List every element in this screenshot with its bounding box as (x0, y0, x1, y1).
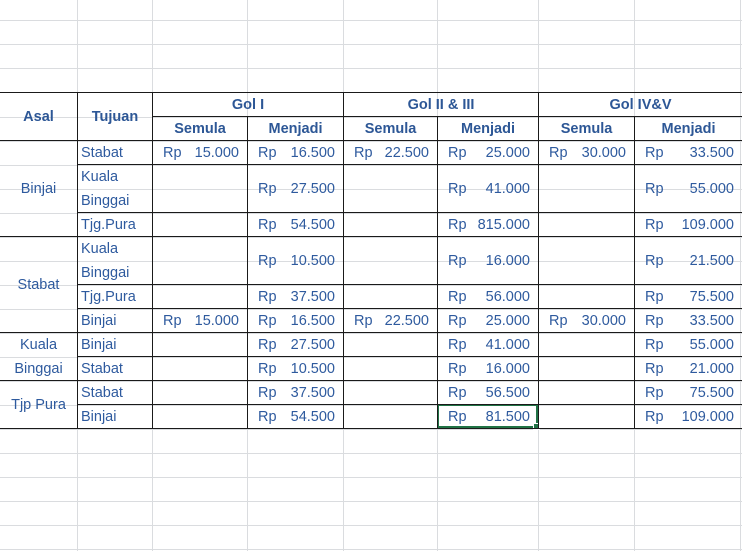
table-border (0, 140, 742, 141)
fare-cell-g2m[interactable] (438, 165, 538, 213)
currency-label: Rp (354, 313, 373, 329)
tujuan-cell[interactable]: Binjai (81, 409, 117, 425)
fare-amount: 10.500 (290, 361, 335, 377)
header-semula-1[interactable]: Semula (174, 121, 226, 137)
fare-cell-g1s[interactable] (153, 237, 247, 285)
currency-label: Rp (645, 145, 664, 161)
fare-cell-g3m[interactable] (635, 405, 742, 429)
fare-amount: 16.500 (290, 313, 335, 329)
fare-cell-g1s[interactable] (153, 333, 247, 357)
header-menjadi-2[interactable]: Menjadi (461, 121, 515, 137)
asal-binjai[interactable]: Binjai (20, 181, 57, 197)
fare-amount: 33.500 (689, 145, 734, 161)
fare-cell-g2m[interactable] (438, 309, 538, 333)
fare-cell-g3s[interactable] (539, 165, 634, 213)
fare-cell-g3m[interactable] (635, 165, 742, 213)
fare-amount: 37.500 (290, 289, 335, 305)
fare-cell-g1m[interactable] (248, 381, 343, 405)
tujuan-cell[interactable]: Binjai (81, 313, 117, 329)
currency-label: Rp (448, 409, 467, 425)
fare-amount: 54.500 (290, 217, 335, 233)
currency-label: Rp (448, 385, 467, 401)
header-tujuan[interactable]: Tujuan (91, 109, 139, 125)
table-border (0, 380, 742, 381)
fare-cell-g1s[interactable] (153, 141, 247, 165)
fare-cell-g2m[interactable] (438, 357, 538, 381)
currency-label: Rp (645, 337, 664, 353)
header-semula-3[interactable]: Semula (560, 121, 613, 137)
table-border (634, 116, 635, 429)
tujuan-cell[interactable]: Tjg.Pura (81, 217, 136, 233)
table-border (437, 116, 438, 429)
fare-cell-g2s[interactable] (344, 357, 437, 381)
fare-cell-g2s[interactable] (344, 333, 437, 357)
table-border (247, 116, 248, 429)
fare-cell-g1s[interactable] (153, 405, 247, 429)
tujuan-cell[interactable]: Stabat (81, 361, 123, 377)
currency-label: Rp (163, 313, 182, 329)
header-asal[interactable]: Asal (23, 109, 54, 125)
table-border (77, 284, 742, 285)
table-border (343, 92, 344, 429)
fare-amount: 10.500 (290, 253, 335, 269)
fare-amount: 21.000 (689, 361, 734, 377)
tujuan-cell[interactable]: Tjg.Pura (81, 289, 136, 305)
table-border (77, 92, 78, 429)
header-semula-2[interactable]: Semula (364, 121, 417, 137)
fare-cell-g2s[interactable] (344, 213, 437, 237)
table-border (538, 92, 539, 429)
fare-cell-g3m[interactable] (635, 357, 742, 381)
header-gol-1[interactable]: Gol I (231, 97, 265, 113)
currency-label: Rp (645, 385, 664, 401)
fare-cell-g3s[interactable] (539, 381, 634, 405)
table-border (77, 308, 742, 309)
header-menjadi-1[interactable]: Menjadi (268, 121, 323, 137)
fare-amount: 75.500 (689, 385, 734, 401)
header-gol-4-5[interactable]: Gol IV&V (609, 97, 672, 113)
fare-amount: 56.000 (485, 289, 530, 305)
asal-stabat[interactable]: Stabat (17, 277, 60, 293)
currency-label: Rp (645, 361, 664, 377)
fare-cell-g2m[interactable] (438, 141, 538, 165)
fare-amount: 30.000 (581, 145, 626, 161)
fare-cell-g1s[interactable] (153, 357, 247, 381)
fare-amount: 815.000 (477, 217, 530, 233)
table-border (0, 236, 742, 237)
table-border (0, 332, 742, 333)
fare-cell-g1m[interactable] (248, 405, 343, 429)
table-border (77, 212, 742, 213)
fare-cell-g1m[interactable] (248, 213, 343, 237)
currency-label: Rp (258, 385, 277, 401)
fare-cell-g3s[interactable] (539, 237, 634, 285)
fare-cell-g2s[interactable] (344, 165, 437, 213)
fare-amount: 21.500 (689, 253, 734, 269)
currency-label: Rp (448, 217, 467, 233)
fare-cell-g3s[interactable] (539, 285, 634, 309)
fare-cell-g2m[interactable] (438, 333, 538, 357)
fare-cell-g3m[interactable] (635, 333, 742, 357)
currency-label: Rp (549, 145, 568, 161)
currency-label: Rp (448, 337, 467, 353)
asal-kuala-binggai[interactable]: Kuala Binggai (14, 337, 63, 377)
fare-amount: 27.500 (290, 337, 335, 353)
fare-amount: 109.000 (681, 409, 734, 425)
fare-amount: 15.000 (194, 145, 239, 161)
fare-amount: 22.500 (384, 145, 429, 161)
fare-amount: 25.000 (485, 313, 530, 329)
fare-cell-g1s[interactable] (153, 165, 247, 213)
fare-amount: 56.500 (485, 385, 530, 401)
currency-label: Rp (549, 313, 568, 329)
currency-label: Rp (258, 289, 277, 305)
currency-label: Rp (163, 145, 182, 161)
fare-cell-g3s[interactable] (539, 309, 634, 333)
currency-label: Rp (258, 145, 277, 161)
currency-label: Rp (258, 361, 277, 377)
fare-cell-g2m[interactable] (438, 381, 538, 405)
tujuan-cell[interactable]: Stabat (81, 385, 123, 401)
fare-amount: 55.000 (689, 337, 734, 353)
currency-label: Rp (448, 313, 467, 329)
fare-cell-g3m[interactable] (635, 309, 742, 333)
currency-label: Rp (354, 145, 373, 161)
fare-amount: 41.000 (485, 337, 530, 353)
currency-label: Rp (645, 409, 664, 425)
table-border (0, 92, 742, 93)
tujuan-cell[interactable]: Kuala Binggai (81, 169, 130, 209)
currency-label: Rp (645, 253, 664, 269)
table-border (77, 164, 742, 165)
tujuan-cell[interactable]: Stabat (81, 145, 123, 161)
fare-cell-g3s[interactable] (539, 405, 634, 429)
fare-amount: 81.500 (485, 409, 530, 425)
currency-label: Rp (448, 361, 467, 377)
fare-cell-g3s[interactable] (539, 357, 634, 381)
table-border (152, 92, 153, 429)
table-border (77, 356, 742, 357)
currency-label: Rp (258, 409, 277, 425)
currency-label: Rp (258, 313, 277, 329)
table-border (0, 428, 742, 429)
fare-amount: 15.000 (194, 313, 239, 329)
fare-cell-g2s[interactable] (344, 405, 437, 429)
fare-cell-g1m[interactable] (248, 285, 343, 309)
currency-label: Rp (645, 289, 664, 305)
fare-amount: 16.000 (485, 361, 530, 377)
fare-amount: 25.000 (485, 145, 530, 161)
currency-label: Rp (448, 181, 467, 197)
fare-amount: 55.000 (689, 181, 734, 197)
currency-label: Rp (448, 145, 467, 161)
currency-label: Rp (448, 253, 467, 269)
fare-amount: 16.000 (485, 253, 530, 269)
fare-cell-g2m[interactable] (438, 285, 538, 309)
fare-cell-g2s[interactable] (344, 237, 437, 285)
currency-label: Rp (258, 337, 277, 353)
currency-label: Rp (645, 217, 664, 233)
fare-cell-g1m[interactable] (248, 309, 343, 333)
fare-amount: 33.500 (689, 313, 734, 329)
tujuan-cell[interactable]: Binjai (81, 337, 117, 353)
fare-amount: 41.000 (485, 181, 530, 197)
currency-label: Rp (258, 253, 277, 269)
fare-cell-g3s[interactable] (539, 213, 634, 237)
fare-amount: 30.000 (581, 313, 626, 329)
fare-cell-g2m[interactable] (438, 237, 538, 285)
currency-label: Rp (645, 313, 664, 329)
selected-cell[interactable] (437, 404, 538, 428)
header-gol-2-3[interactable]: Gol II & III (407, 97, 475, 113)
fare-cell-g3m[interactable] (635, 381, 742, 405)
fare-cell-g2m[interactable] (438, 213, 538, 237)
currency-label: Rp (448, 289, 467, 305)
fare-amount: 109.000 (681, 217, 734, 233)
fare-amount: 75.500 (689, 289, 734, 305)
fare-cell-g3m[interactable] (635, 237, 742, 285)
header-menjadi-3[interactable]: Menjadi (661, 121, 716, 137)
fare-cell-g3m[interactable] (635, 213, 742, 237)
fare-amount: 22.500 (384, 313, 429, 329)
currency-label: Rp (645, 181, 664, 197)
table-border (77, 404, 742, 405)
fare-cell-g1m[interactable] (248, 165, 343, 213)
asal-tjp-pura[interactable]: Tjp Pura (11, 397, 66, 413)
fare-cell-g2s[interactable] (344, 141, 437, 165)
currency-label: Rp (258, 181, 277, 197)
fare-cell-g3m[interactable] (635, 285, 742, 309)
fare-cell-g1s[interactable] (153, 285, 247, 309)
table-border (152, 116, 742, 117)
fare-amount: 37.500 (290, 385, 335, 401)
fare-cell-g2s[interactable] (344, 285, 437, 309)
fare-cell-g1m[interactable] (248, 141, 343, 165)
fare-cell-g3s[interactable] (539, 333, 634, 357)
fare-cell-g1s[interactable] (153, 381, 247, 405)
currency-label: Rp (258, 217, 277, 233)
tujuan-cell[interactable]: Kuala Binggai (81, 241, 130, 281)
fare-amount: 16.500 (290, 145, 335, 161)
fare-cell-g3s[interactable] (539, 141, 634, 165)
fare-cell-g1m[interactable] (248, 237, 343, 285)
fare-amount: 27.500 (290, 181, 335, 197)
fare-cell-g1s[interactable] (153, 309, 247, 333)
fare-cell-g1m[interactable] (248, 357, 343, 381)
fare-cell-g2s[interactable] (344, 309, 437, 333)
fare-cell-g2s[interactable] (344, 381, 437, 405)
fare-cell-g1s[interactable] (153, 213, 247, 237)
fare-amount: 54.500 (290, 409, 335, 425)
fare-cell-g1m[interactable] (248, 333, 343, 357)
fare-cell-g3m[interactable] (635, 141, 742, 165)
